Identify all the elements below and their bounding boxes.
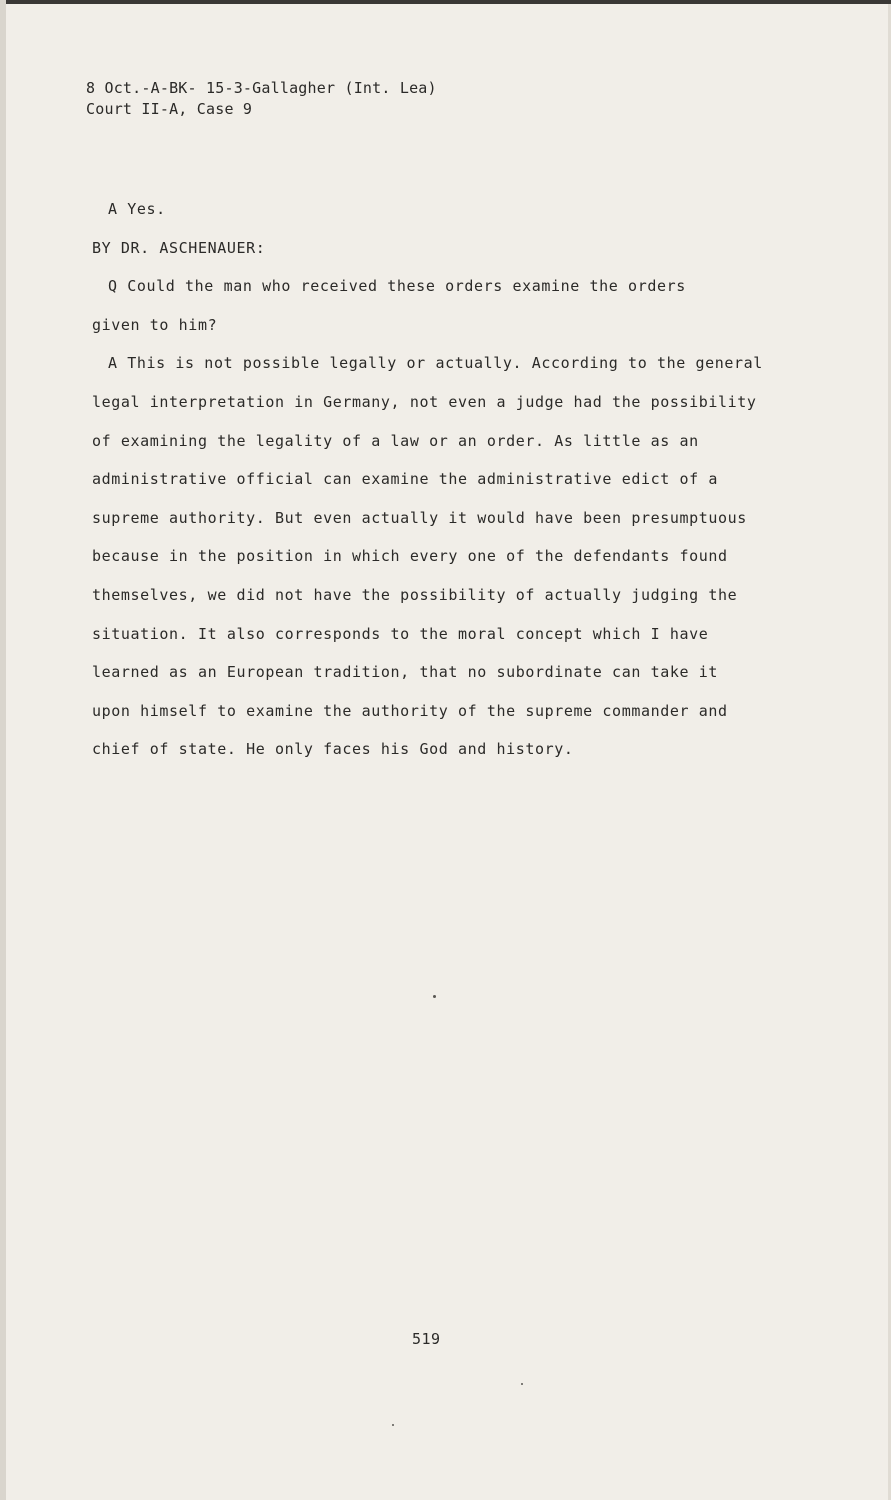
answer-line: upon himself to examine the authority of the supreme commander and (92, 701, 728, 720)
document-header (86, 78, 437, 120)
answer-line: A This is not possible legally or actually. According to the general (108, 354, 763, 373)
answer-line: administrative official can examine the administrative edict of a (92, 470, 718, 489)
header-line-1: 8 Oct.-A-BK- 15-3-Gallagher (Int. Lea) (86, 79, 437, 97)
examiner-line: BY DR. ASCHENAUER: (92, 238, 266, 257)
question-line: Q Could the man who received these orders examine the orders (108, 277, 686, 296)
transcript-body (92, 198, 792, 777)
paper-speck (521, 1383, 523, 1385)
answer-line: learned as an European tradition, that no subordinate can take it (92, 663, 718, 682)
answer-line: situation. It also corresponds to the moral concept which I have (92, 624, 709, 643)
top-edge (6, 0, 891, 4)
answer-line: themselves, we did not have the possibility of actually judging the (92, 585, 738, 604)
paper-speck (433, 995, 436, 998)
question-line: given to him? (92, 315, 218, 334)
answer-line: chief of state. He only faces his God and history. (92, 740, 574, 759)
answer-line: legal interpretation in Germany, not even a judge had the possibility (92, 392, 757, 411)
page-number: 519 (412, 1330, 441, 1348)
answer-line: supreme authority. But even actually it would have been presumptuous (92, 508, 747, 527)
paper-speck (392, 1424, 394, 1426)
header-line-2: Court II-A, Case 9 (86, 100, 253, 118)
answer-line: because in the position in which every one of the defendants found (92, 547, 728, 566)
answer-line: of examining the legality of a law or an order. As little as an (92, 431, 699, 450)
answer-line: A Yes. (108, 200, 166, 218)
